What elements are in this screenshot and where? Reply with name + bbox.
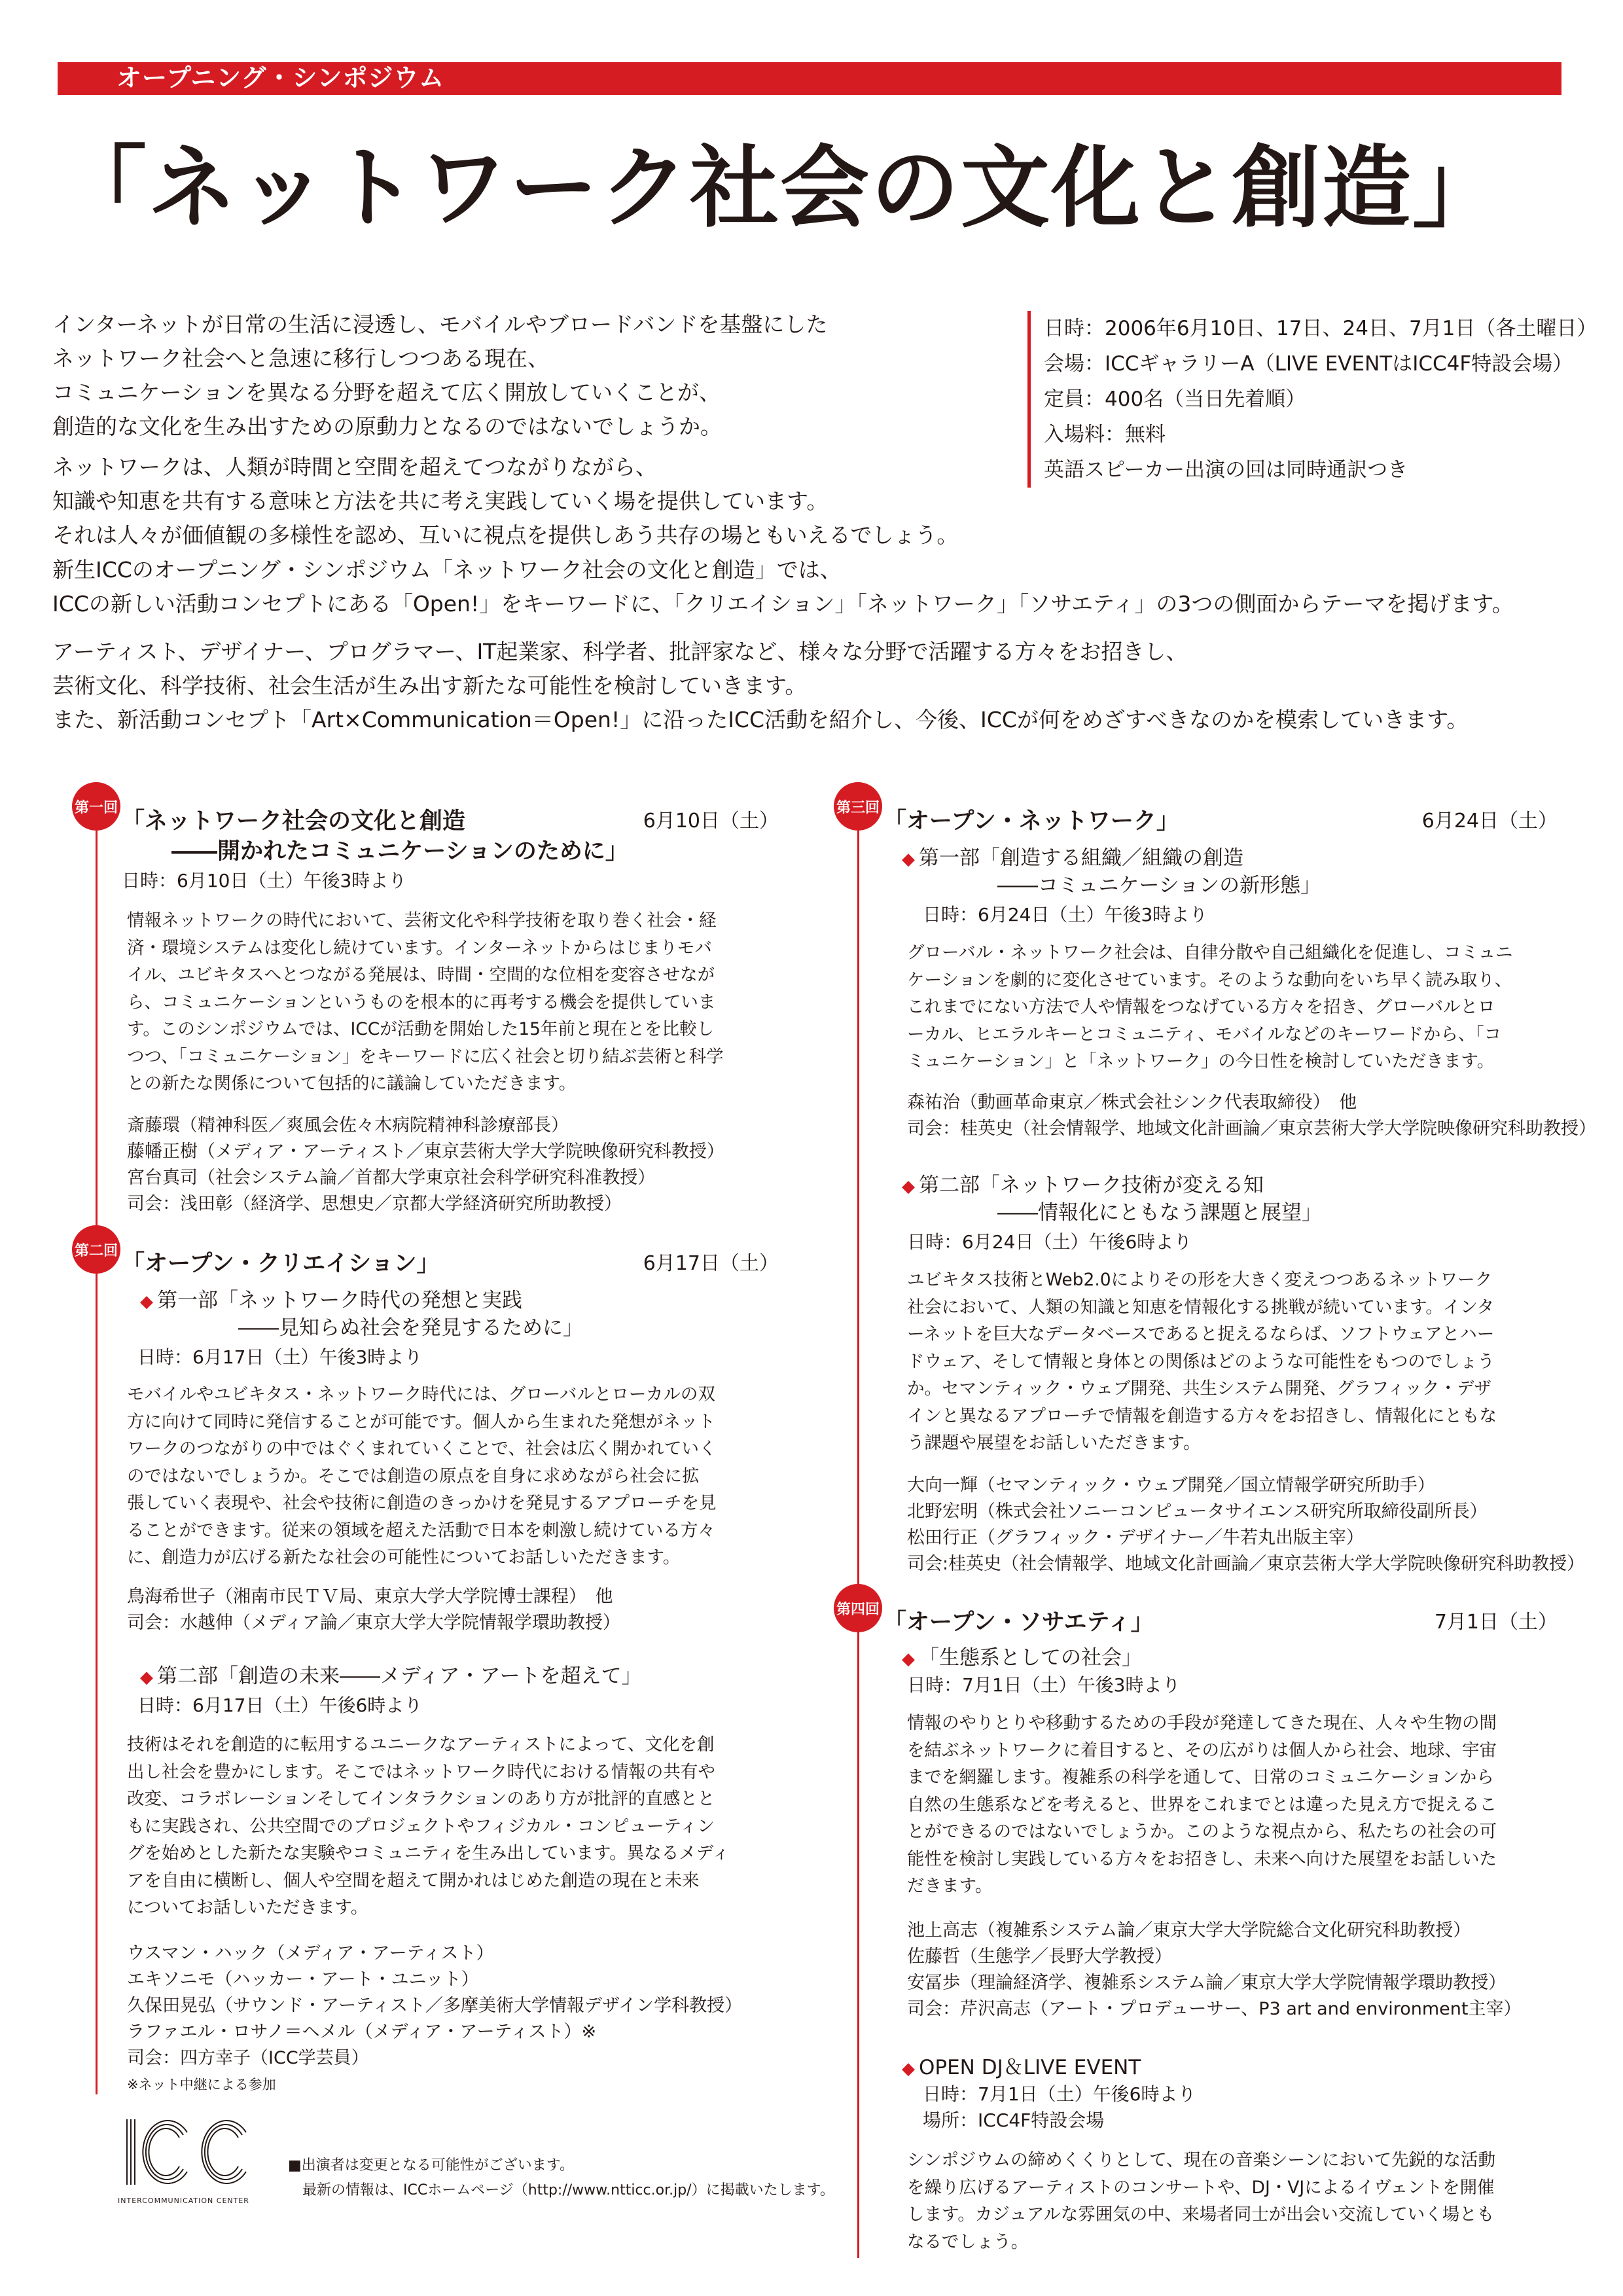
speaker: 池上高志（複雑系システム論／東京大学大学院総合文化研究科助教授） [907, 1920, 1471, 1941]
body-line: す。このシンポジウムでは、ICCが活動を開始した15年前と現在とを比較し [127, 1019, 714, 1039]
part-title-text: 「生態系としての社会」 [919, 1646, 1142, 1670]
part-title-text: OPEN DJ＆LIVE EVENT [919, 2056, 1141, 2079]
body-line: 能性を検討し実践している方々をお招きし、未来へ向けた展望をお話しいた [907, 1848, 1497, 1869]
body-line: 技術はそれを創造的に転用するユニークなアーティストによって、文化を創 [127, 1734, 715, 1755]
moderator: 司会：桂英史（社会情報学、地域文化計画論／東京芸術大学大学院映像研究科助教授） [907, 1119, 1596, 1139]
session-3-date: 6月24日（土） [1421, 810, 1558, 833]
body-line: アを自由に横断し、個人や空間を超えて開かれはじめた創造の現在と未来 [127, 1870, 700, 1891]
speaker: 久保田晃弘（サウンド・アーティスト／多摩美術大学情報デザイン学科教授） [127, 1996, 743, 2016]
body-line: します。カジュアルな雰囲気の中、来場者同士が出会い交流していく場とも [907, 2204, 1495, 2225]
body-line: だきます。 [907, 1876, 993, 1896]
intro-paragraph-4 [52, 635, 1469, 737]
body-line: との新たな関係について包括的に議論していただきます。 [127, 1073, 577, 1094]
body-line: に、創造力が広げる新たな社会の可能性についてお話しいただきます。 [127, 1547, 681, 1568]
body-line: を繰り広げるアーティストのコンサートや、DJ・VJによるイヴェントを開催 [907, 2177, 1495, 2198]
session-3-part-1-subtitle: ――コミュニケーションの新形態」 [997, 874, 1321, 897]
speaker: ウスマン・ハック（メディア・アーティスト） [127, 1943, 494, 1964]
session-2-part-2-description [127, 1731, 730, 1922]
session-3-part-1-description [907, 939, 1513, 1075]
speaker: 藤幡正樹（メディア・アーティスト／東京芸術大学大学院映像研究科教授） [127, 1141, 724, 1162]
intro-line: それは人々が価値観の多様性を認め、互いに視点を提供しあう共存の場ともいえるでしょう。 [52, 522, 959, 548]
session-3-part-1-time: 日時：6月24日（土）午後3時より [923, 904, 1208, 925]
body-line: ーカル、ヒエラルキーとコミュニティ、モバイルなどのキーワードから、「コ [907, 1024, 1502, 1045]
intro-line: 芸術文化、科学技術、社会生活が生み出す新たな可能性を検討していきます。 [52, 673, 807, 698]
session-4-part-1-time: 日時：7月1日（土）午後3時より [907, 1674, 1181, 1696]
diamond-icon: ◆ [140, 1292, 153, 1312]
session-1-speakers [127, 1113, 724, 1217]
speaker: 宮台真司（社会システム論／首都大学東京社会科学研究科准教授） [127, 1168, 656, 1188]
live-event-time: 日時：7月1日（土）午後6時より [923, 2083, 1196, 2105]
footer-note: ■出演者は変更となる可能性がございます。 [288, 2157, 575, 2174]
body-line: なるでしょう。 [907, 2231, 1029, 2252]
body-line: ユビキタス技術とWeb2.0によりその形を大きく変えつつあるネットワーク [907, 1270, 1493, 1290]
info-capacity: 定員：400名（当日先着順） [1044, 387, 1306, 411]
moderator: 司会：四方幸子（ICC学芸員） [127, 2048, 369, 2068]
diamond-icon: ◆ [902, 1177, 915, 1196]
diamond-icon: ◆ [140, 1668, 153, 1687]
info-fee: 入場料：無料 [1044, 423, 1166, 446]
moderator: 司会：水越伸（メディア論／東京大学大学院情報学環助教授） [127, 1613, 620, 1633]
info-interpretation: 英語スピーカー出演の回は同時通訳つき [1044, 458, 1408, 482]
part-title-text: 第二部「創造の未来――メディア・アートを超えて」 [157, 1664, 642, 1688]
session-3-part-1-title [902, 844, 1243, 873]
session-2-part-1-description [127, 1381, 716, 1571]
session-2-part-1-subtitle: ――見知らぬ社会を発見するために」 [238, 1316, 583, 1340]
intro-line: ICCの新しい活動コンセプトにある「Open!」をキーワードに、「クリエイション」「ネットワーク」「ソサエティ」の3つの側面からテーマを掲げます。 [52, 591, 1514, 617]
left-column-line [96, 805, 98, 2094]
session-1-date: 6月10日（土） [643, 810, 779, 833]
intro-line: 知識や知恵を共有する意味と方法を共に考え実践していく場を提供しています。 [52, 488, 829, 514]
body-line: グローバル・ネットワーク社会は、自律分散や自己組織化を促進し、コミュニ [907, 942, 1513, 963]
page-title: 「ネットワーク社会の文化と創造」 [58, 137, 1503, 240]
session-1-time: 日時：6月10日（土）午後3時より [122, 870, 407, 891]
body-line: 改変、コラボレーションそしてインタラクションのあり方が批評的直感とと [127, 1789, 715, 1809]
session-4-part-1-speakers [907, 1918, 1522, 2022]
diamond-icon: ◆ [902, 1649, 915, 1669]
diamond-icon: ◆ [902, 850, 915, 869]
body-line: 出し社会を豊かにします。そこではネットワーク時代における情報の共有や [127, 1761, 715, 1782]
speaker: 北野宏明（株式会社ソニーコンピュータサイエンス研究所取締役副所長） [907, 1501, 1488, 1522]
body-line: つつ、「コミュニケーション」をキーワードに広く社会と切り結ぶ芸術と科学 [127, 1046, 724, 1067]
moderator: 司会:桂英史（社会情報学、地域文化計画論／東京芸術大学大学院映像研究科助教授） [907, 1554, 1585, 1574]
body-line: う課題や展望をお話しいただきます。 [907, 1433, 1201, 1453]
session-3-part-2-time: 日時：6月24日（土）午後6時より [907, 1231, 1192, 1253]
speaker: ラファエル・ロサノ＝ヘメル（メディア・アーティスト）※ [127, 2022, 597, 2042]
part-title-text: 第一部「ネットワーク時代の発想と実践 [157, 1289, 522, 1312]
body-line: ーネットを巨大なデータベースであると捉えるならば、ソフトウェアとハー [907, 1324, 1495, 1344]
body-line: ドウェア、そして情報と身体との関係はどのような可能性をもつのでしょう [907, 1351, 1495, 1372]
session-2-part-2-time: 日時：6月17日（土）午後6時より [137, 1695, 423, 1716]
body-line: もに実践され、公共空間でのプロジェクトやフィジカル・コンピューティン [127, 1816, 715, 1837]
session-2-note: ※ネット中継による参加 [127, 2077, 276, 2092]
session-3-part-2-subtitle: ――情報化にともなう課題と展望」 [997, 1201, 1322, 1225]
session-3-part-2-description [907, 1266, 1497, 1457]
body-line: 済・環境システムは変化し続けています。インターネットからはじまりモバ [127, 937, 712, 958]
speaker: 安冨歩（理論経済学、複雑系システム論／東京大学大学院情報学環助教授） [907, 1973, 1507, 1993]
body-line: グを始めとした新たな実験やコミュニティを生み出しています。異なるメディ [127, 1843, 730, 1863]
live-event-title [902, 2054, 1141, 2083]
speaker: 斎藤環（精神科医／爽風会佐々木病院精神科診療部長） [127, 1115, 569, 1136]
body-line: についてお話しいただきます。 [127, 1897, 368, 1918]
live-event-description [907, 2147, 1495, 2255]
intro-line: 新生ICCのオープニング・シンポジウム「ネットワーク社会の文化と創造」では、 [52, 557, 842, 583]
session-2-part-1-speakers [127, 1584, 620, 1636]
body-line: イル、ユビキタスへとつながる発展は、時間・空間的な位相を変容させなが [127, 965, 715, 985]
intro-line: アーティスト、デザイナー、プログラマー、IT起業家、科学者、批評家など、様々な分野で活躍する方々をお招きし、 [52, 639, 1188, 664]
body-line: ワークのつながりの中ではぐくまれていくことで、社会は広く開かれていく [127, 1439, 717, 1459]
session-3-part-2-title [902, 1172, 1264, 1200]
session-3-part-2-speakers [907, 1473, 1584, 1577]
body-line: のではないでしょうか。そこでは創造の原点を自身に求めながら社会に拡 [127, 1465, 700, 1486]
body-line: を結ぶネットワークに着目すると、その広がりは個人から社会、地球、宇宙 [907, 1740, 1497, 1761]
body-line: シンポジウムの締めくくりとして、現在の音楽シーンにおいて先鋭的な活動 [907, 2150, 1496, 2170]
intro-line: コミュニケーションを異なる分野を超えて広く開放していくことが、 [52, 380, 721, 405]
body-line: インと異なるアプローチで情報を創造する方々をお招きし、情報化にともな [907, 1405, 1497, 1426]
banner-label: オープニング・シンポジウム [116, 63, 445, 92]
session-4-date: 7月1日（土） [1434, 1611, 1558, 1634]
intro-line: また、新活動コンセプト「Art×Communication＝Open!」に沿ったICC活動を紹介し、今後、ICCが何をめざすべきなのかを模索していきます。 [52, 707, 1469, 732]
moderator: 司会：浅田彰（経済学、思想史／京都大学経済研究所助教授） [127, 1194, 622, 1214]
speaker: エキソニモ（ハッカー・アート・ユニット） [127, 1969, 479, 1990]
session-2-part-2-title [140, 1662, 642, 1691]
session-1-badge: 第一回 [72, 782, 120, 831]
body-line: か。セマンティック・ウェブ開発、共生システム開発、グラフィック・デザ [907, 1378, 1492, 1399]
session-2-badge: 第二回 [72, 1225, 120, 1274]
part-title-text: 第一部「創造する組織／組織の創造 [919, 846, 1243, 870]
icc-logo [122, 2113, 253, 2191]
footer-note: 最新の情報は、ICCホームページ（http://www.ntticc.or.jp/）に掲載いたします。 [288, 2182, 834, 2198]
session-1-subtitle: ――開かれたコミュニケーションのために」 [171, 838, 628, 865]
session-1-description [127, 907, 724, 1098]
intro-line: 創造的な文化を生み出すための原動力となるのではないでしょうか。 [52, 414, 722, 439]
body-line: ミュニケーション」と「ネットワーク」の今日性を検討していただきます。 [907, 1051, 1495, 1071]
body-line: モバイルやユビキタス・ネットワーク時代には、グローバルとローカルの双 [127, 1384, 715, 1405]
session-4-part-1-title [902, 1644, 1142, 1673]
speaker: 松田行正（グラフィック・デザイナー／牛若丸出版主宰） [907, 1528, 1364, 1548]
body-line: 自然の生態系などを考えると、世界をこれまでとは違った見え方で捉えるこ [907, 1794, 1497, 1815]
info-date: 日時：2006年6月10日、17日、24日、7月1日（各土曜日） [1044, 317, 1597, 340]
part-title-text: 第二部「ネットワーク技術が変える知 [919, 1174, 1264, 1197]
body-line: 情報のやりとりや移動するための手段が発達してきた現在、人々や生物の間 [907, 1713, 1497, 1733]
session-2-title: 「オープン・クリエイション」 [122, 1251, 440, 1277]
body-line: までを網羅します。複雑系の科学を通して、日常のコミュニケーションから [907, 1767, 1494, 1787]
body-line: 張していく表現や、社会や技術に創造のきっかけを発見するアプローチを見 [127, 1493, 717, 1513]
body-line: ることができます。従来の領域を超えた活動で日本を刺激し続けている方々 [127, 1520, 715, 1541]
speaker: 大向一輝（セマンティック・ウェブ開発／国立情報学研究所助手） [907, 1475, 1435, 1496]
session-3-part-1-speakers [907, 1090, 1596, 1142]
intro-line: ネットワーク社会へと急速に移行しつつある現在、 [52, 346, 549, 371]
right-column-line [857, 805, 859, 2258]
body-line: とができるのではないでしょうか。このような視点から、私たちの社会の可 [907, 1821, 1497, 1842]
body-line: 方に向けて同時に発信することが可能です。個人から生まれた発想がネット [127, 1411, 715, 1432]
body-line: ら、コミュニケーションというものを根本的に再考する機会を提供していま [127, 992, 716, 1013]
body-line: 社会において、人類の知識と知恵を情報化する挑戦が続いています。インタ [907, 1297, 1495, 1318]
session-2-part-2-speakers [127, 1941, 742, 2072]
session-4-title: 「オープン・ソサエティ」 [883, 1609, 1154, 1636]
session-4-badge: 第四回 [834, 1584, 882, 1632]
intro-paragraph-2 [52, 450, 1073, 552]
session-3-title: 「オープン・ネットワーク」 [883, 808, 1179, 834]
session-2-date: 6月17日（土） [643, 1252, 779, 1275]
body-line: ケーションを劇的に変化させています。そのような動向をいち早く読み取り、 [907, 969, 1512, 990]
intro-paragraph-1 [52, 308, 1073, 444]
intro-line: インターネットが日常の生活に浸透し、モバイルやブロードバンドを基盤にした [52, 312, 828, 337]
session-4-part-1-description [907, 1710, 1497, 1900]
body-line: これまでにない方法で人や情報をつなげている方々を招き、グローバルとロ [907, 997, 1495, 1017]
moderator: 司会：芹沢高志（アート・プロデューサー、P3 art and environment主宰） [907, 1999, 1522, 2019]
speaker: 森祐治（動画革命東京／株式会社シンク代表取締役） 他 [907, 1092, 1357, 1113]
session-1-title: 「ネットワーク社会の文化と創造 [122, 808, 466, 834]
footer-notes [288, 2153, 834, 2203]
event-info-box [1027, 311, 1597, 488]
info-venue: 会場：ICCギャラリーA（LIVE EVENTはICC4F特設会場） [1044, 352, 1573, 376]
intro-paragraph-3 [52, 553, 1514, 621]
body-line: 情報ネットワークの時代において、芸術文化や科学技術を取り巻く社会・経 [127, 910, 717, 931]
session-3-badge: 第三回 [834, 782, 882, 831]
speaker: 佐藤哲（生態学／長野大学教授） [907, 1946, 1172, 1967]
logo-caption: INTERCOMMUNICATION CENTER [118, 2197, 249, 2205]
session-2-part-1-title [140, 1287, 522, 1316]
diamond-icon: ◆ [902, 2059, 915, 2079]
live-event-place: 場所：ICC4F特設会場 [923, 2109, 1105, 2131]
session-2-part-1-time: 日時：6月17日（土）午後3時より [137, 1346, 423, 1368]
speaker: 鳥海希世子（湘南市民ＴＶ局、東京大学大学院博士課程） 他 [127, 1587, 613, 1607]
intro-line: ネットワークは、人類が時間と空間を超えてつながりながら、 [52, 454, 657, 480]
